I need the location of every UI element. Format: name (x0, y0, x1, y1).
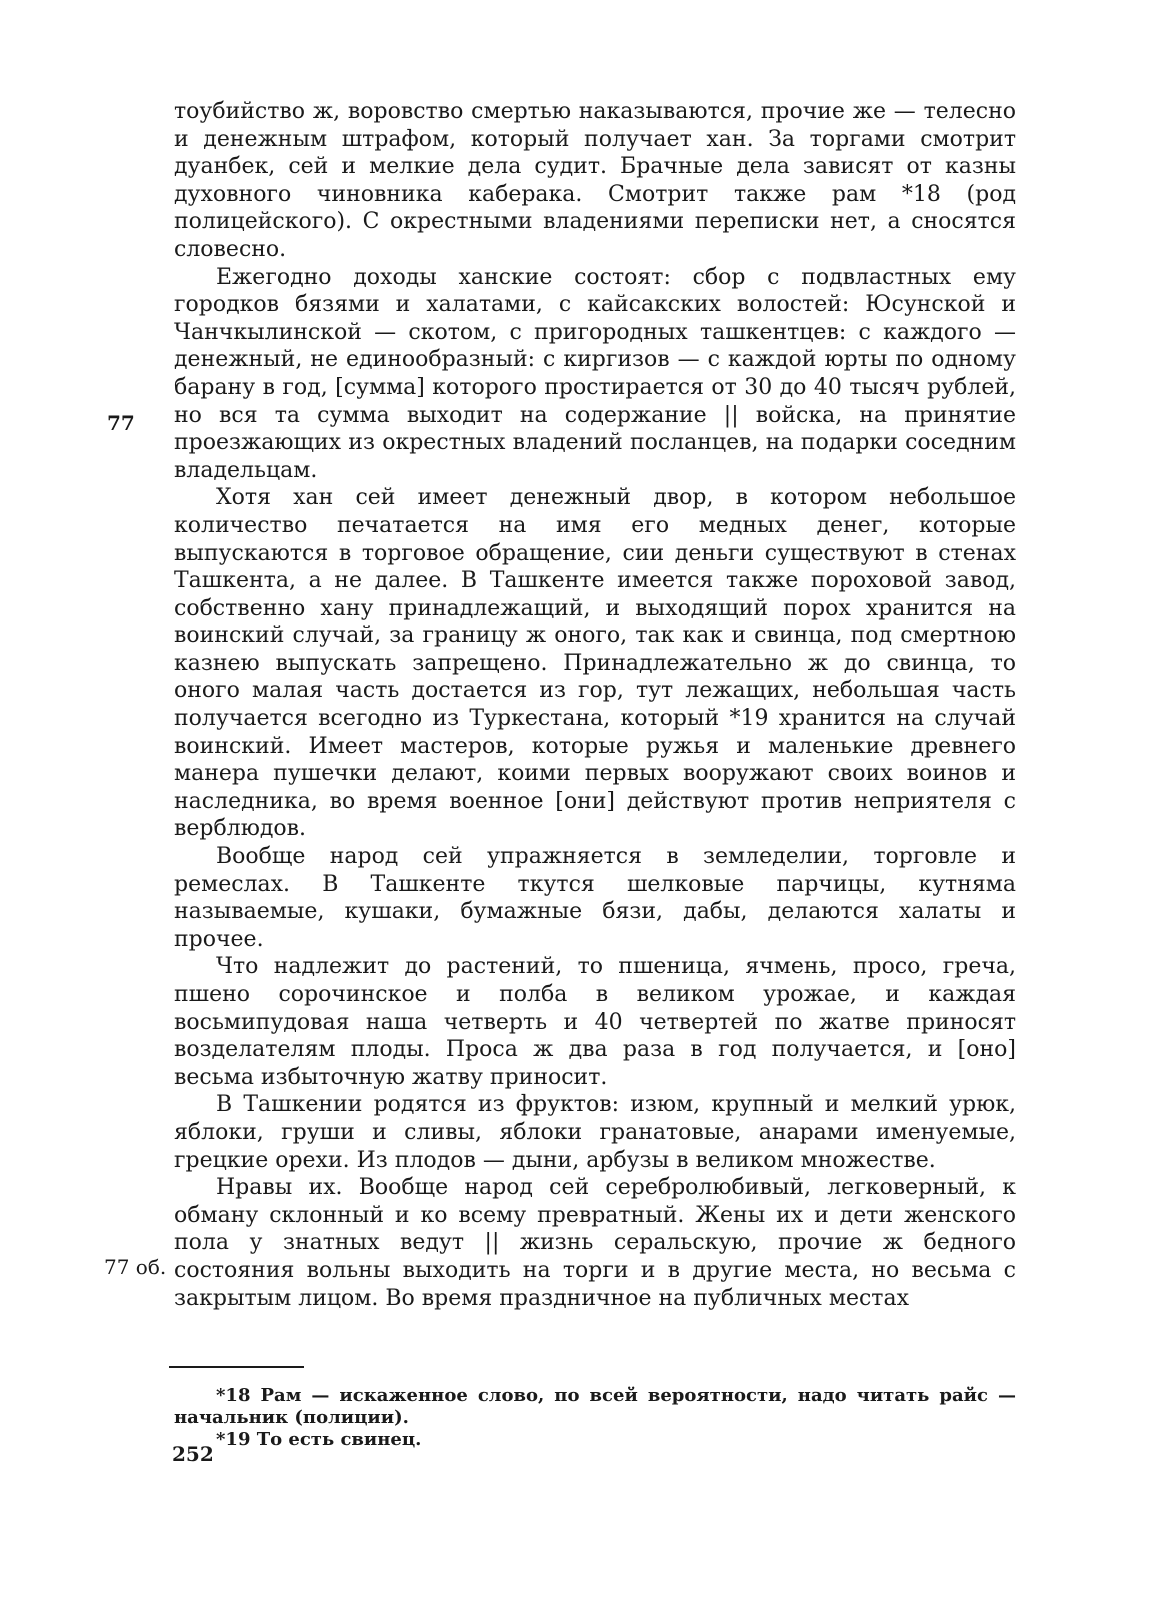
footnotes (174, 1385, 1016, 1451)
footnote-18: *18 Рам — искаженное слово, по всей вероятности, надо читать райс — начальник (полиции). (174, 1385, 1016, 1428)
paragraph-4: Вообще народ сей упражняется в земледелии, торговле и ремеслах. В Ташкенте ткутся шелковые парчицы, кутняма называемые, кушаки, бумажные бязи, дабы, делаются халаты и прочее. (174, 844, 1016, 952)
paragraph-7: Нравы их. Вообще народ сей серебролюбивый, легковерный, к обману склонный и ко всему превратный. Жены их и дети женского пола у знатных ведут || жизнь серальскую, прочие ж бедного состояния вольны выходить на торги и в другие места, но весьма с закрытым лицом. Во время праздничное на публичных местах (174, 1175, 1016, 1311)
paragraph-5: Что надлежит до растений, то пшеница, ячмень, просо, греча, пшено сорочинское и полба в великом урожае, и каждая восьмипудовая наша четверть и 40 четвертей по жатве приносят возделателям плоды. Проса ж два раза в год получается, и [оно] весьма избыточную жатву приносит. (174, 954, 1016, 1090)
paragraph-6: В Ташкении родятся из фруктов: изюм, крупный и мелкий урюк, яблоки, груши и сливы, яблоки гранатовые, анарами именуемые, грецкие орехи. Из плодов — дыни, арбузы в великом множестве. (174, 1092, 1016, 1173)
footnote-19: *19 То есть свинец. (216, 1429, 422, 1450)
body-text (174, 98, 1016, 1312)
paragraph-2: Ежегодно доходы ханские состоят: сбор с подвластных ему городков бязями и халатами, с кайсакских волостей: Юсунской и Чанчкылинской — скотом, с пригородных ташкентцев: с каждого — денежный, не единообразный: с киргизов — с каждой юрты по одному барану в год, [сумма] которого простирается от 30 до 40 тысяч рублей, но вся та сумма выходит на содержание || войска, на принятие проезжающих из окрестных владений посланцев, на подарки соседним владельцам. (174, 264, 1016, 483)
page-number: 252 (172, 1442, 214, 1466)
margin-note-folio-77-verso: 77 об. (104, 1255, 167, 1279)
footnote-divider (169, 1366, 304, 1368)
paragraph-3: Хотя хан сей имеет денежный двор, в котором небольшое количество печатается на имя его медных денег, которые выпускаются в торговое обращение, сии деньги существуют в стенах Ташкента, а не далее. В Ташкенте имеется также пороховой завод, собственно хану принадлежащий, и выходящий порох хранится на воинский случай, за границу ж оного, так как и свинца, под смертною казнею выпускать запрещено. Принадлежательно ж до свинца, то оного малая часть достается из гор, тут лежащих, небольшая часть получается всегодно из Туркестана, который *19 хранится на случай воинский. Имеет мастеров, которые ружья и маленькие древнего манера пушечки делают, коими первых вооружают своих воинов и наследника, во время военное [они] действуют против неприятеля с верблюдов. (174, 485, 1016, 842)
margin-note-folio-77: 77 (107, 411, 135, 435)
paragraph-1: тоубийство ж, воровство смертью наказываются, прочие же — телесно и денежным штрафом, который получает хан. За торгами смотрит дуанбек, сей и мелкие дела судит. Брачные дела зависят от казны духовного чиновника каберака. Смотрит также рам *18 (род полицейского). С окрестными владениями переписки нет, а сносятся словесно. (174, 99, 1016, 262)
